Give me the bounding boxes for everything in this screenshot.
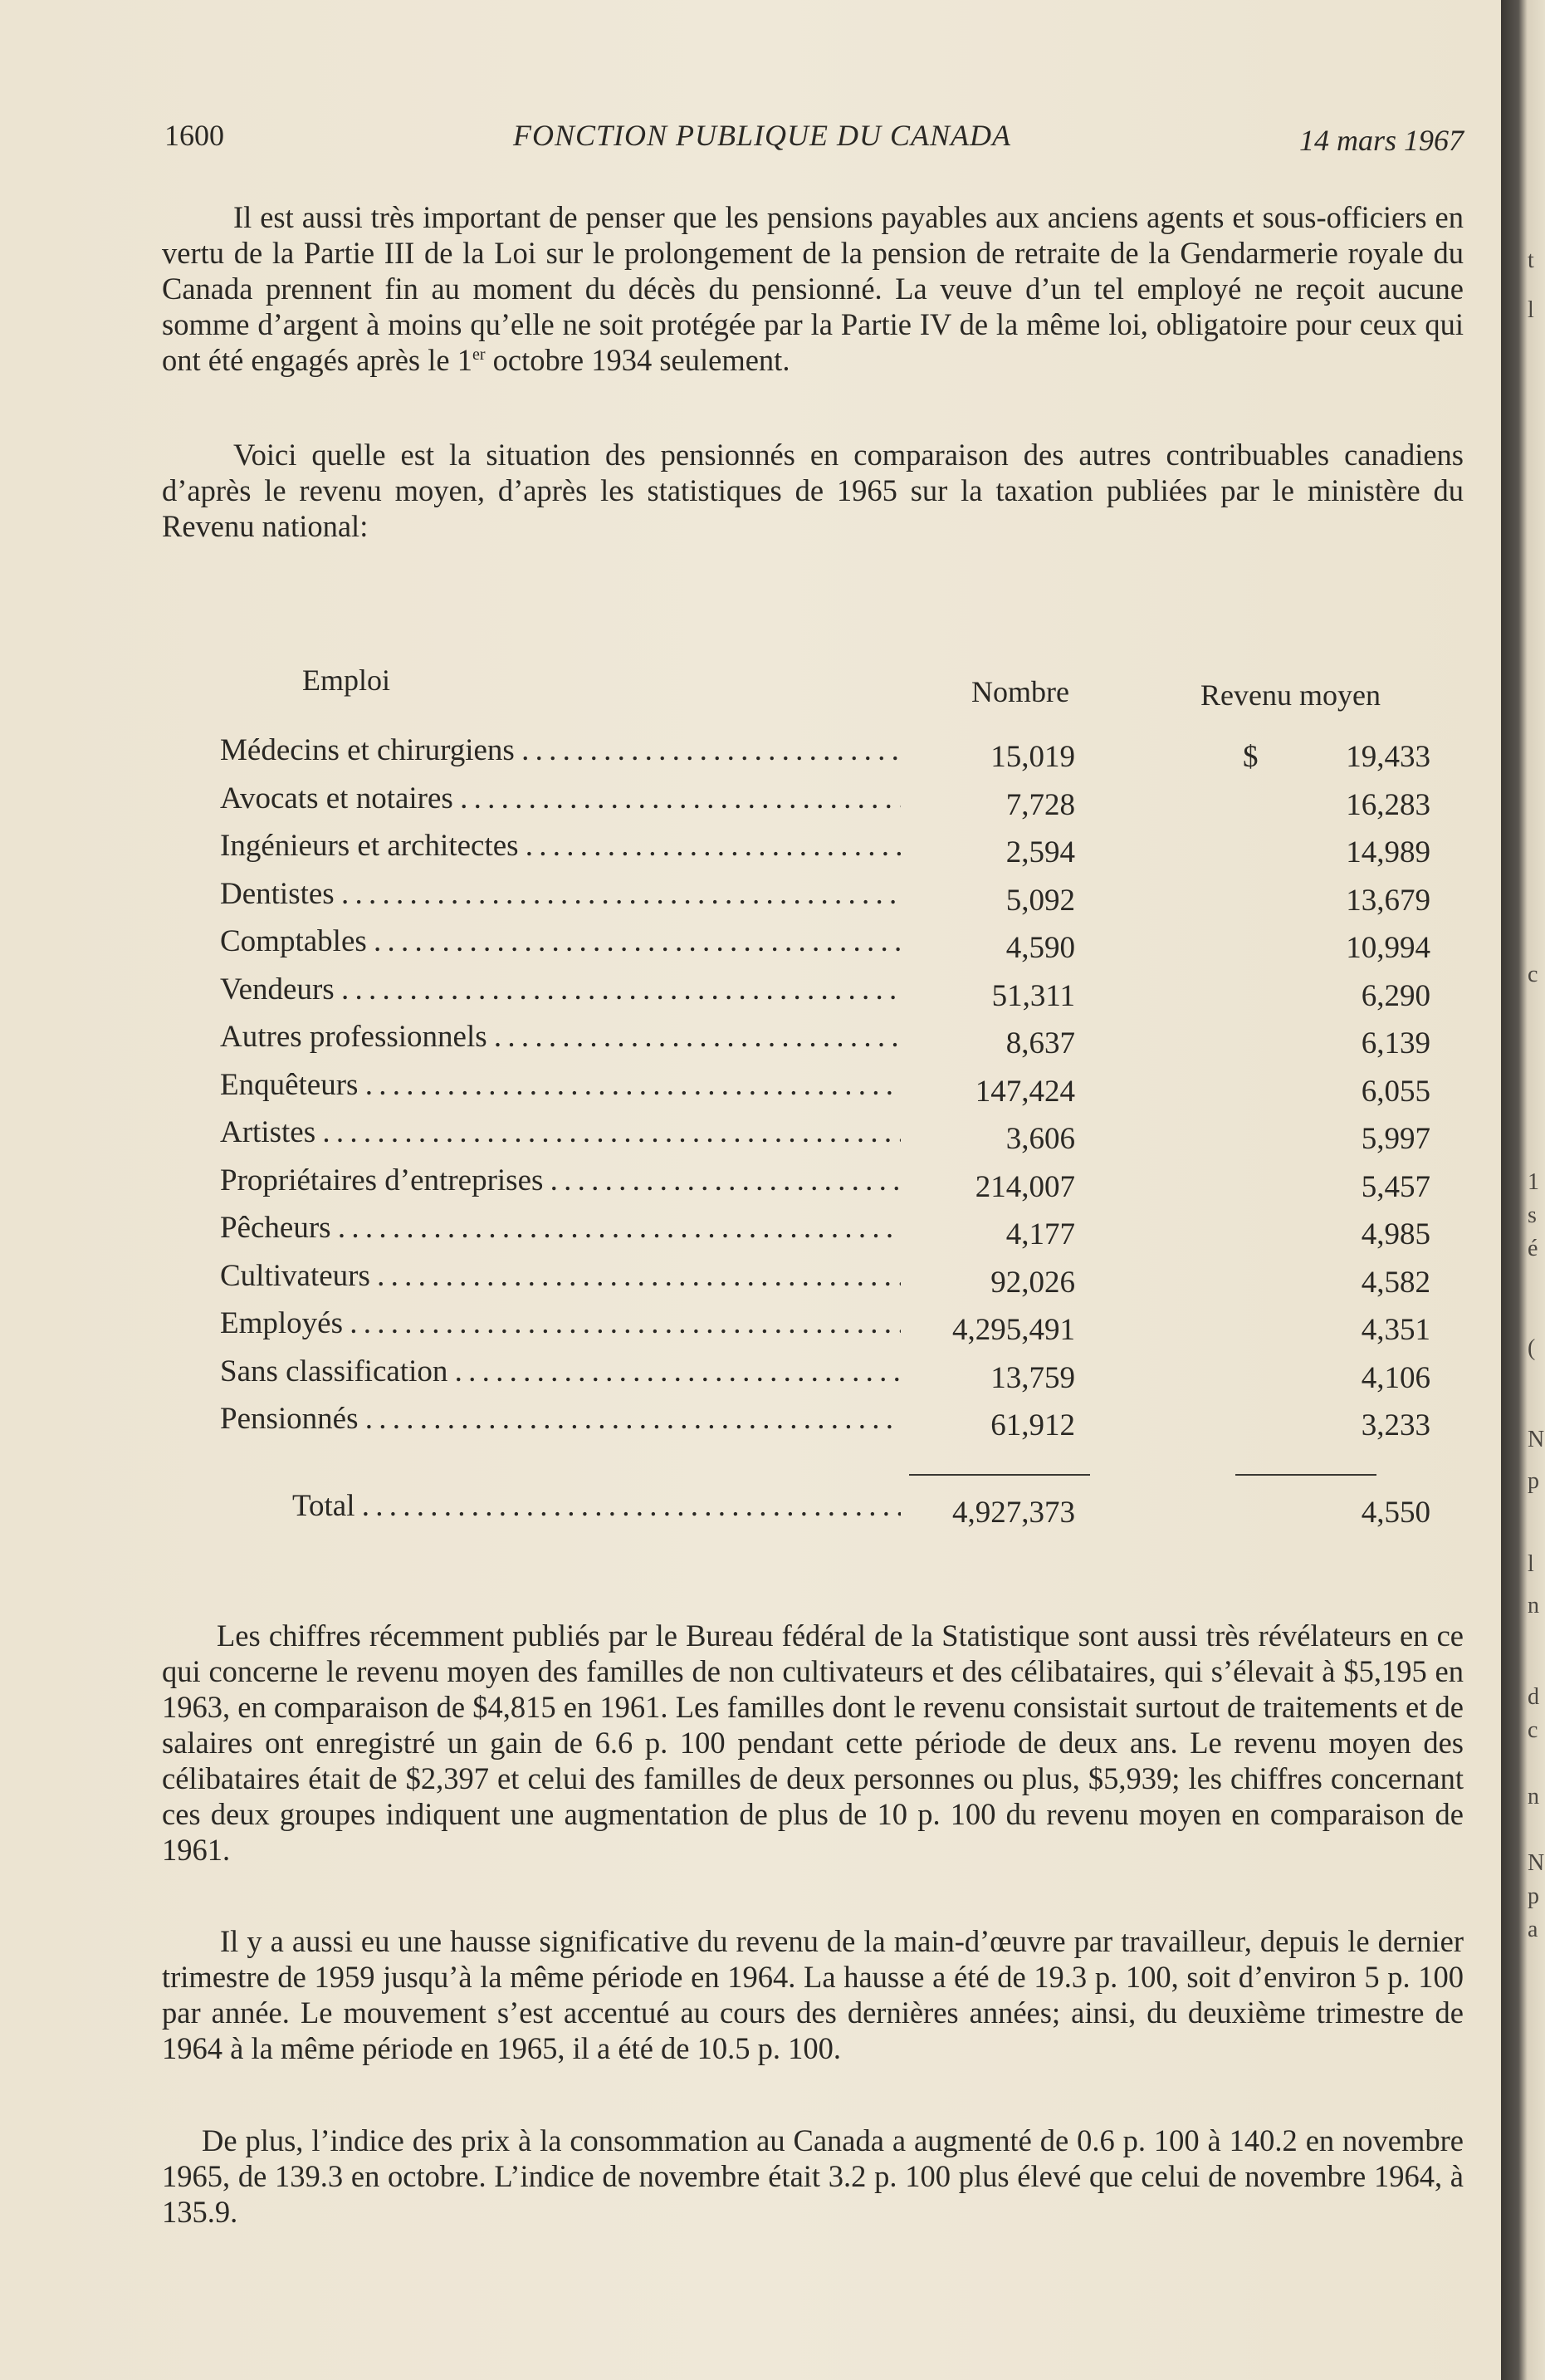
paragraph-statistique: Les chiffres récemment publiés par le Bureau fédéral de la Statistique sont aussi très révélateurs en ce qui concerne le revenu moyen des familles de non cultivateurs et des célibataires, qui s’élevait à $5,195 en 1963, en comparaison de $4,815 en 1961. Les familles dont le revenu consistait surtout de traitements et de salaires ont enregistré un gain de 6.6 p. 100 pendant cette période de deux ans. Le revenu moyen des célibataires était de $2,397 et celui des familles de deux personnes ou plus, $5,939; les chiffres concernant ces deux groupes indiquent une augmentation de plus de 10 p. 100 du revenu moyen en comparaison de 1961. xyxy=(162,1618,1464,1867)
row-label: Vendeurs . . . xyxy=(220,972,901,1007)
table-row-total xyxy=(292,1488,1440,1530)
row-revenu: 4,550 xyxy=(1361,1496,1430,1530)
row-nombre: 4,295,491 xyxy=(952,1313,1075,1347)
row-label: Total . . . xyxy=(292,1488,901,1524)
table-row xyxy=(220,923,1440,965)
table-row xyxy=(220,1163,1440,1204)
row-revenu: 16,283 xyxy=(1346,787,1430,822)
table-row xyxy=(220,828,1440,869)
table-row xyxy=(220,732,1440,774)
table-row xyxy=(220,1305,1440,1347)
row-nombre: 4,177 xyxy=(1005,1217,1075,1251)
row-nombre: 147,424 xyxy=(975,1074,1075,1109)
row-nombre: 8,637 xyxy=(1005,1026,1075,1060)
row-revenu: 6,139 xyxy=(1361,1026,1430,1060)
margin-fragment: l xyxy=(1528,1551,1534,1577)
margin-fragment: t xyxy=(1528,247,1534,273)
margin-fragment: s xyxy=(1528,1202,1537,1228)
row-nombre: 13,759 xyxy=(990,1360,1075,1395)
row-label: Avocats et notaires . . . xyxy=(220,781,901,816)
margin-fragment: ( xyxy=(1528,1335,1536,1361)
row-revenu: 14,989 xyxy=(1346,835,1430,869)
table-row xyxy=(220,876,1440,918)
row-label: Employés . . . xyxy=(220,1305,901,1341)
table-row xyxy=(220,1210,1440,1251)
margin-fragment: a xyxy=(1528,1917,1538,1942)
row-nombre: 92,026 xyxy=(990,1265,1075,1300)
page-header xyxy=(164,115,1464,164)
table-row xyxy=(220,972,1440,1013)
row-revenu: 4,582 xyxy=(1361,1265,1430,1300)
margin-fragment: é xyxy=(1528,1236,1538,1261)
margin-fragment: c xyxy=(1528,962,1538,987)
row-label: Dentistes . . . xyxy=(220,876,901,912)
row-label: Pêcheurs . . . xyxy=(220,1210,901,1246)
row-revenu: 4,351 xyxy=(1361,1313,1430,1347)
row-revenu: 6,055 xyxy=(1361,1074,1430,1109)
margin-fragment: 1 xyxy=(1528,1169,1539,1195)
column-header-nombre: Nombre xyxy=(971,675,1069,708)
total-rule-nombre xyxy=(909,1474,1090,1476)
row-label: Comptables . . . xyxy=(220,923,901,959)
row-label: Ingénieurs et architectes . . . xyxy=(220,828,901,864)
table-row xyxy=(220,1258,1440,1300)
column-header-emploi: Emploi xyxy=(302,664,390,697)
row-label: Cultivateurs . . . xyxy=(220,1258,901,1294)
table-row xyxy=(220,1114,1440,1156)
paragraph-situation: Voici quelle est la situation des pensionnés en comparaison des autres contribuables canadiens d’après le revenu moyen, d’après les statistiques de 1965 sur la taxation publiées par le ministère du Revenu national: xyxy=(162,438,1464,543)
page-date: 14 mars 1967 xyxy=(1298,124,1464,157)
row-nombre: 5,092 xyxy=(1005,883,1075,918)
row-revenu: 19,433 xyxy=(1346,740,1430,774)
row-revenu: 4,106 xyxy=(1361,1360,1430,1395)
margin-fragment: c xyxy=(1528,1717,1538,1743)
row-label: Sans classification . . . xyxy=(220,1354,901,1389)
margin-fragment: n xyxy=(1528,1593,1539,1618)
column-header-revenu: Revenu moyen xyxy=(1200,678,1381,712)
margin-fragment: p xyxy=(1528,1883,1539,1909)
row-label: Médecins et chirurgiens . . . xyxy=(220,732,901,768)
margin-fragment: N xyxy=(1528,1427,1545,1452)
row-nombre: 2,594 xyxy=(1005,835,1075,869)
row-revenu: 13,679 xyxy=(1346,883,1430,918)
row-revenu: 4,985 xyxy=(1361,1217,1430,1251)
table-row xyxy=(220,1019,1440,1060)
total-rule-revenu xyxy=(1235,1474,1376,1476)
page-number: 1600 xyxy=(164,119,224,152)
margin-fragment: N xyxy=(1528,1850,1545,1876)
currency-sign: $ xyxy=(1243,740,1259,774)
row-label: Pensionnés . . . xyxy=(220,1401,901,1437)
paragraph-pensions: Il est aussi très important de penser que les pensions payables aux anciens agents et sous-officiers en vertu de la Partie III de la Loi sur le prolongement de la pension de retraite de la Gendarmerie royale du Canada prennent fin au moment du décès du pensionné. La veuve d’un tel employé ne reçoit aucune somme d’argent à moins qu’elle ne soit protégée par la Partie IV de la même loi, obligatoire pour ceux qui ont été engagés après le 1er octobre 1934 seulement. xyxy=(162,200,1464,377)
row-revenu: 5,997 xyxy=(1361,1122,1430,1156)
row-revenu: 6,290 xyxy=(1361,978,1430,1013)
row-nombre: 51,311 xyxy=(991,978,1075,1013)
table-row xyxy=(220,1401,1440,1442)
row-label: Enquêteurs . . . xyxy=(220,1067,901,1103)
row-revenu: 5,457 xyxy=(1361,1169,1430,1204)
table-row xyxy=(220,1067,1440,1109)
margin-fragment: l xyxy=(1528,297,1534,323)
running-title: FONCTION PUBLIQUE DU CANADA xyxy=(513,119,1011,152)
margin-fragment: d xyxy=(1528,1684,1539,1710)
row-nombre: 214,007 xyxy=(975,1169,1075,1204)
row-nombre: 4,927,373 xyxy=(952,1496,1075,1530)
row-revenu: 3,233 xyxy=(1361,1408,1430,1442)
margin-fragment: p xyxy=(1528,1468,1539,1494)
row-nombre: 61,912 xyxy=(990,1408,1075,1442)
row-nombre: 3,606 xyxy=(1005,1122,1075,1156)
paragraph-main-doeuvre: Il y a aussi eu une hausse significative du revenu de la main-d’œuvre par travailleur, depuis le dernier trimestre de 1959 jusqu’à la même période en 1964. La hausse a été de 19.3 p. 100, soit d’environ 5 p. 100 par année. Le mouvement s’est accentué au cours des dernières années; ainsi, du deuxième trimestre de 1964 à la même période en 1965, il a été de 10.5 p. 100. xyxy=(162,1924,1464,2065)
row-nombre: 15,019 xyxy=(990,740,1075,774)
table-row xyxy=(220,781,1440,822)
row-label: Autres professionnels . . . xyxy=(220,1019,901,1055)
row-label: Artistes . . . xyxy=(220,1114,901,1150)
row-nombre: 4,590 xyxy=(1005,931,1075,965)
table-row xyxy=(220,1354,1440,1395)
margin-fragment: n xyxy=(1528,1784,1539,1809)
paragraph-indice-prix: De plus, l’indice des prix à la consommation au Canada a augmenté de 0.6 p. 100 à 140.2 en novembre 1965, de 139.3 en octobre. L’indice de novembre était 3.2 p. 100 plus élevé que celui de novembre 1964, à 135.9. xyxy=(162,2123,1464,2229)
row-nombre: 7,728 xyxy=(1005,787,1075,822)
row-label: Propriétaires d’entreprises . . . xyxy=(220,1163,901,1198)
row-revenu: 10,994 xyxy=(1346,931,1430,965)
